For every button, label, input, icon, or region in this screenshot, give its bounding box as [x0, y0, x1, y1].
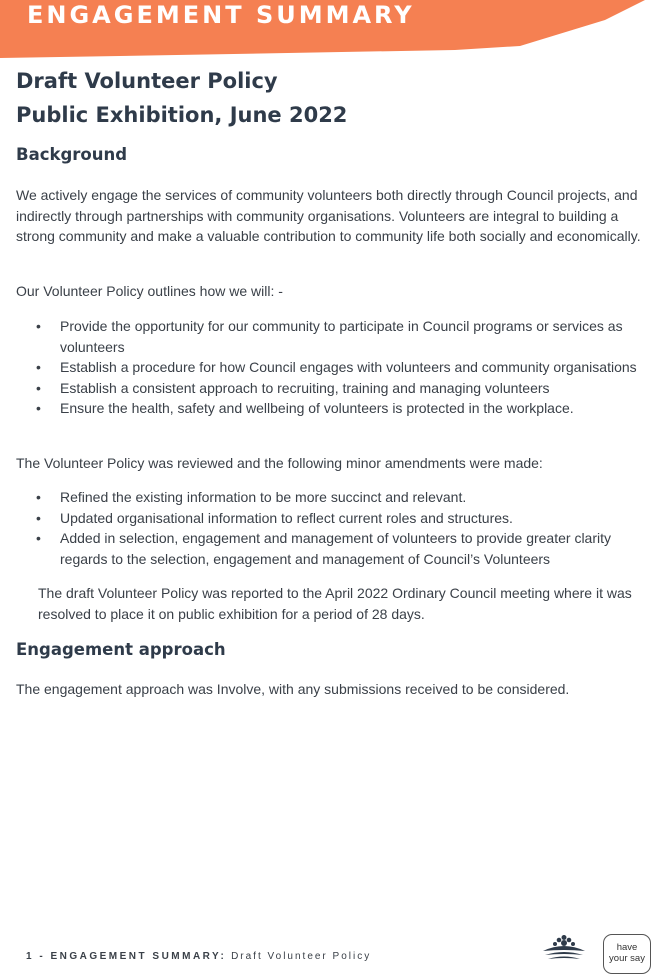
footer-page-label [26, 951, 371, 962]
banner-title: ENGAGEMENT SUMMARY [27, 1, 415, 29]
bullet-icon: • [36, 318, 41, 334]
logo-text-line-2: your say [609, 953, 645, 964]
list-item-text: Provide the opportunity for our community to participate in Council programs or services as volunteers [60, 318, 623, 355]
amendments-list [34, 487, 654, 569]
document-title [16, 64, 347, 132]
port-macquarie-hastings-logo-icon [535, 934, 593, 970]
background-heading: Background [16, 145, 128, 164]
list-item [34, 487, 654, 508]
list-item [34, 357, 654, 378]
list-item [34, 508, 654, 529]
list-item-text: Establish a procedure for how Council engages with volunteers and community organisations [60, 359, 637, 375]
bullet-icon: • [36, 379, 41, 396]
bullet-icon: • [36, 530, 41, 546]
list-item-text: Added in selection, engagement and management of volunteers to provide greater clarity regards to the selection, engagement and management of Council’s Volunteers [60, 530, 612, 567]
engagement-paragraph: The engagement approach was Involve, with any submissions received to be considered. [16, 681, 570, 697]
title-line-2: Public Exhibition, June 2022 [16, 103, 348, 127]
list-item [34, 398, 654, 419]
header-banner [0, 0, 670, 64]
bullet-icon: • [36, 400, 41, 416]
list-item-text: Establish a consistent approach to recruiting, training and managing volunteers [60, 379, 550, 396]
bullet-icon: • [36, 509, 41, 526]
list-item-text: Refined the existing information to be more succinct and relevant. [60, 489, 467, 505]
title-line-1: Draft Volunteer Policy [16, 69, 278, 93]
have-your-say-logo [603, 934, 651, 974]
footer-document-name: Draft Volunteer Policy [231, 951, 372, 962]
footer-section: 1 - ENGAGEMENT SUMMARY: [26, 951, 227, 962]
list-item-text: Updated organisational information to reflect current roles and structures. [60, 509, 513, 526]
background-paragraph-2: Our Volunteer Policy outlines how we will: - [16, 283, 283, 299]
bullet-icon: • [36, 489, 41, 505]
list-item [34, 378, 654, 399]
background-paragraph-4: The draft Volunteer Policy was reported to the April 2022 Ordinary Council meeting where it was resolved to place it on public exhibition for a period of 28 days. [38, 585, 632, 622]
background-paragraph-1: We actively engage the services of community volunteers both directly through Council projects, and indirectly through partnerships with community organisations. Volunteers are integral to building a strong community and make a valuable contribution to community life both socially and economically. [16, 187, 641, 244]
list-item [34, 528, 654, 569]
bullet-icon: • [36, 359, 41, 375]
engagement-heading: Engagement approach [16, 640, 226, 659]
logo-text-line-1: have [616, 942, 638, 953]
list-item [34, 316, 654, 357]
background-paragraph-3: The Volunteer Policy was reviewed and the following minor amendments were made: [16, 455, 543, 471]
list-item-text: Ensure the health, safety and wellbeing of volunteers is protected in the workplace. [60, 400, 574, 416]
policy-goals-list [34, 316, 654, 419]
